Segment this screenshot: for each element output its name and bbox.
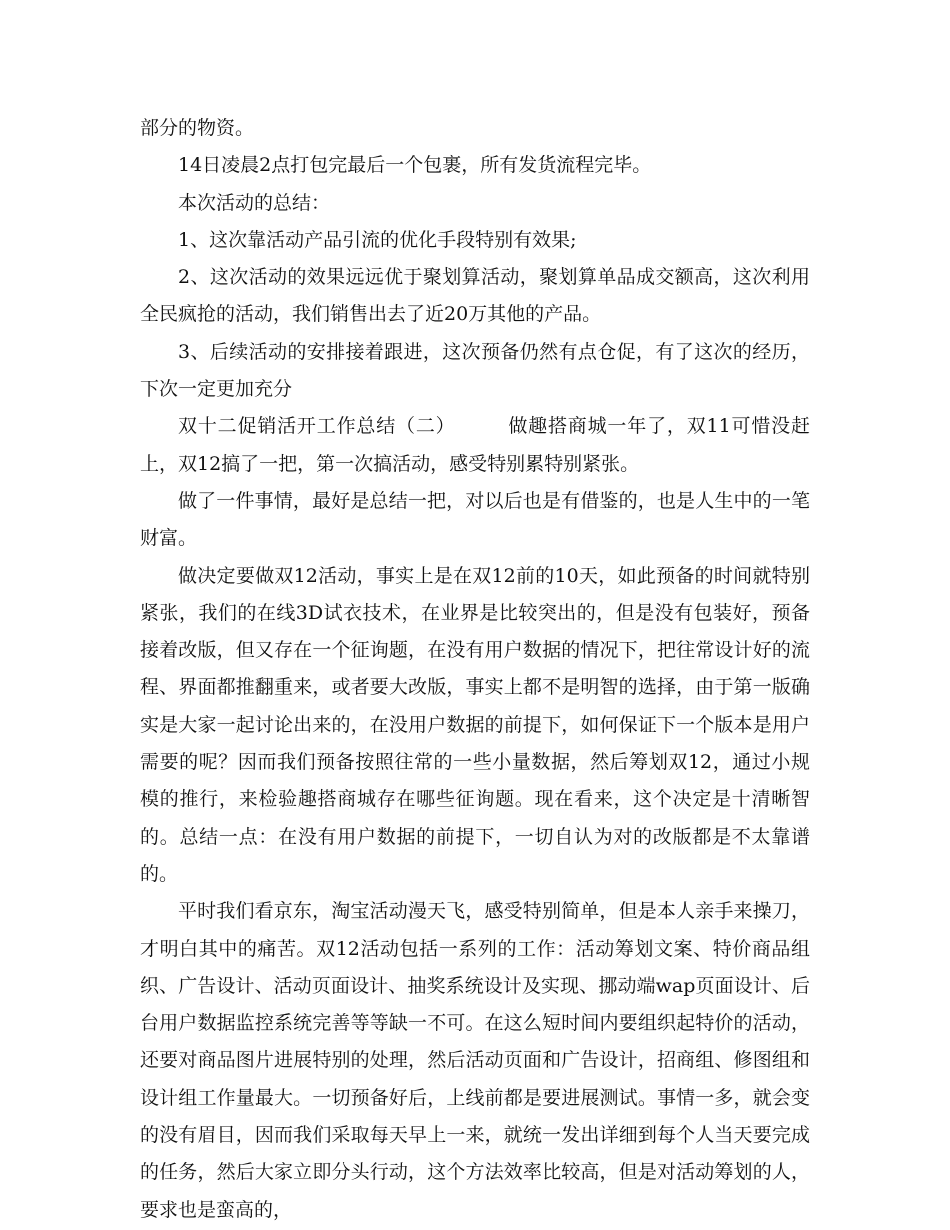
section-title: 双十二促销活开工作总结（二）	[178, 415, 456, 438]
paragraph-shipping-complete: 14日凌晨2点打包完最后一个包裹，所有发货流程完毕。	[178, 154, 652, 177]
paragraph-continuation: 部分的物资。	[140, 117, 255, 139]
paragraph-summary-point-3: 3、后续活动的安排接着跟进，这次预备仍然有点仓促，有了这次的经历，下次一定更加充分	[140, 340, 810, 401]
paragraph-workload: 平时我们看京东，淘宝活动漫天飞，感受特别简单，但是本人亲手来操刀，才明白其中的痛苦。双12活动包括一系列的工作：活动筹划文案、特价商品组织、广告设计、活动页面设计、抽奖系统设计及实现、挪动端wap页面设计、后台用户数据监控系统完善等等缺一不可。在这么短时间内要组织起特价的活动，还要对商品图片进展特别的处理，然后活动页面和广告设计，招商组、修图组和设计组工作量最大。一切预备好后，上线前都是要进展测试。事情一多，就会变的没有眉目，因而我们采取每天早上一来，就统一发出详细到每个人当天要完成的任务，然后大家立即分头行动，这个方法效率比较高，但是对活动筹划的人，要求也是蛮高的，	[140, 900, 810, 1221]
paragraph-reflection: 做了一件事情，最好是总结一把，对以后也是有借鉴的，也是人生中的一笔财富。	[140, 489, 810, 550]
paragraph-decision: 做决定要做双12活动，事实上是在双12前的10天，如此预备的时间就特别紧张，我们的在线3D试衣技术，在业界是比较突出的，但是没有包装好，预备接着改版，但又存在一个征询题，在没有用户数据的情况下，把往常设计好的流程、界面都推翻重来，或者要大改版，事实上都不是明智的选择，由于第一版确实是大家一起讨论出来的，在没用户数据的前提下，如何保证下一个版本是用户需要的呢？因而我们预备按照往常的一些小量数据，然后筹划双12，通过小规模的推行，来检验趣搭商城存在哪些征询题。现在看来，这个决定是十清晰智的。总结一点：在没有用户数据的前提下，一切自认为对的改版都是不太靠谱的。	[140, 564, 810, 885]
paragraph-section-two-intro	[140, 408, 810, 483]
section-intro-text: 做趣搭商城一年了，双11可惜没赶上，双12搞了一把，第一次搞活动，感受特别累特别紧张。	[140, 415, 810, 475]
paragraph-summary-point-1: 1、这次靠活动产品引流的优化手段特别有效果;	[178, 228, 577, 251]
document-body	[140, 110, 810, 1229]
paragraph-summary-heading: 本次活动的总结：	[178, 191, 331, 214]
paragraph-summary-point-2: 2、这次活动的效果远远优于聚划算活动，聚划算单品成交额高，这次利用全民疯抢的活动，我们销售出去了近20万其他的产品。	[140, 266, 810, 326]
